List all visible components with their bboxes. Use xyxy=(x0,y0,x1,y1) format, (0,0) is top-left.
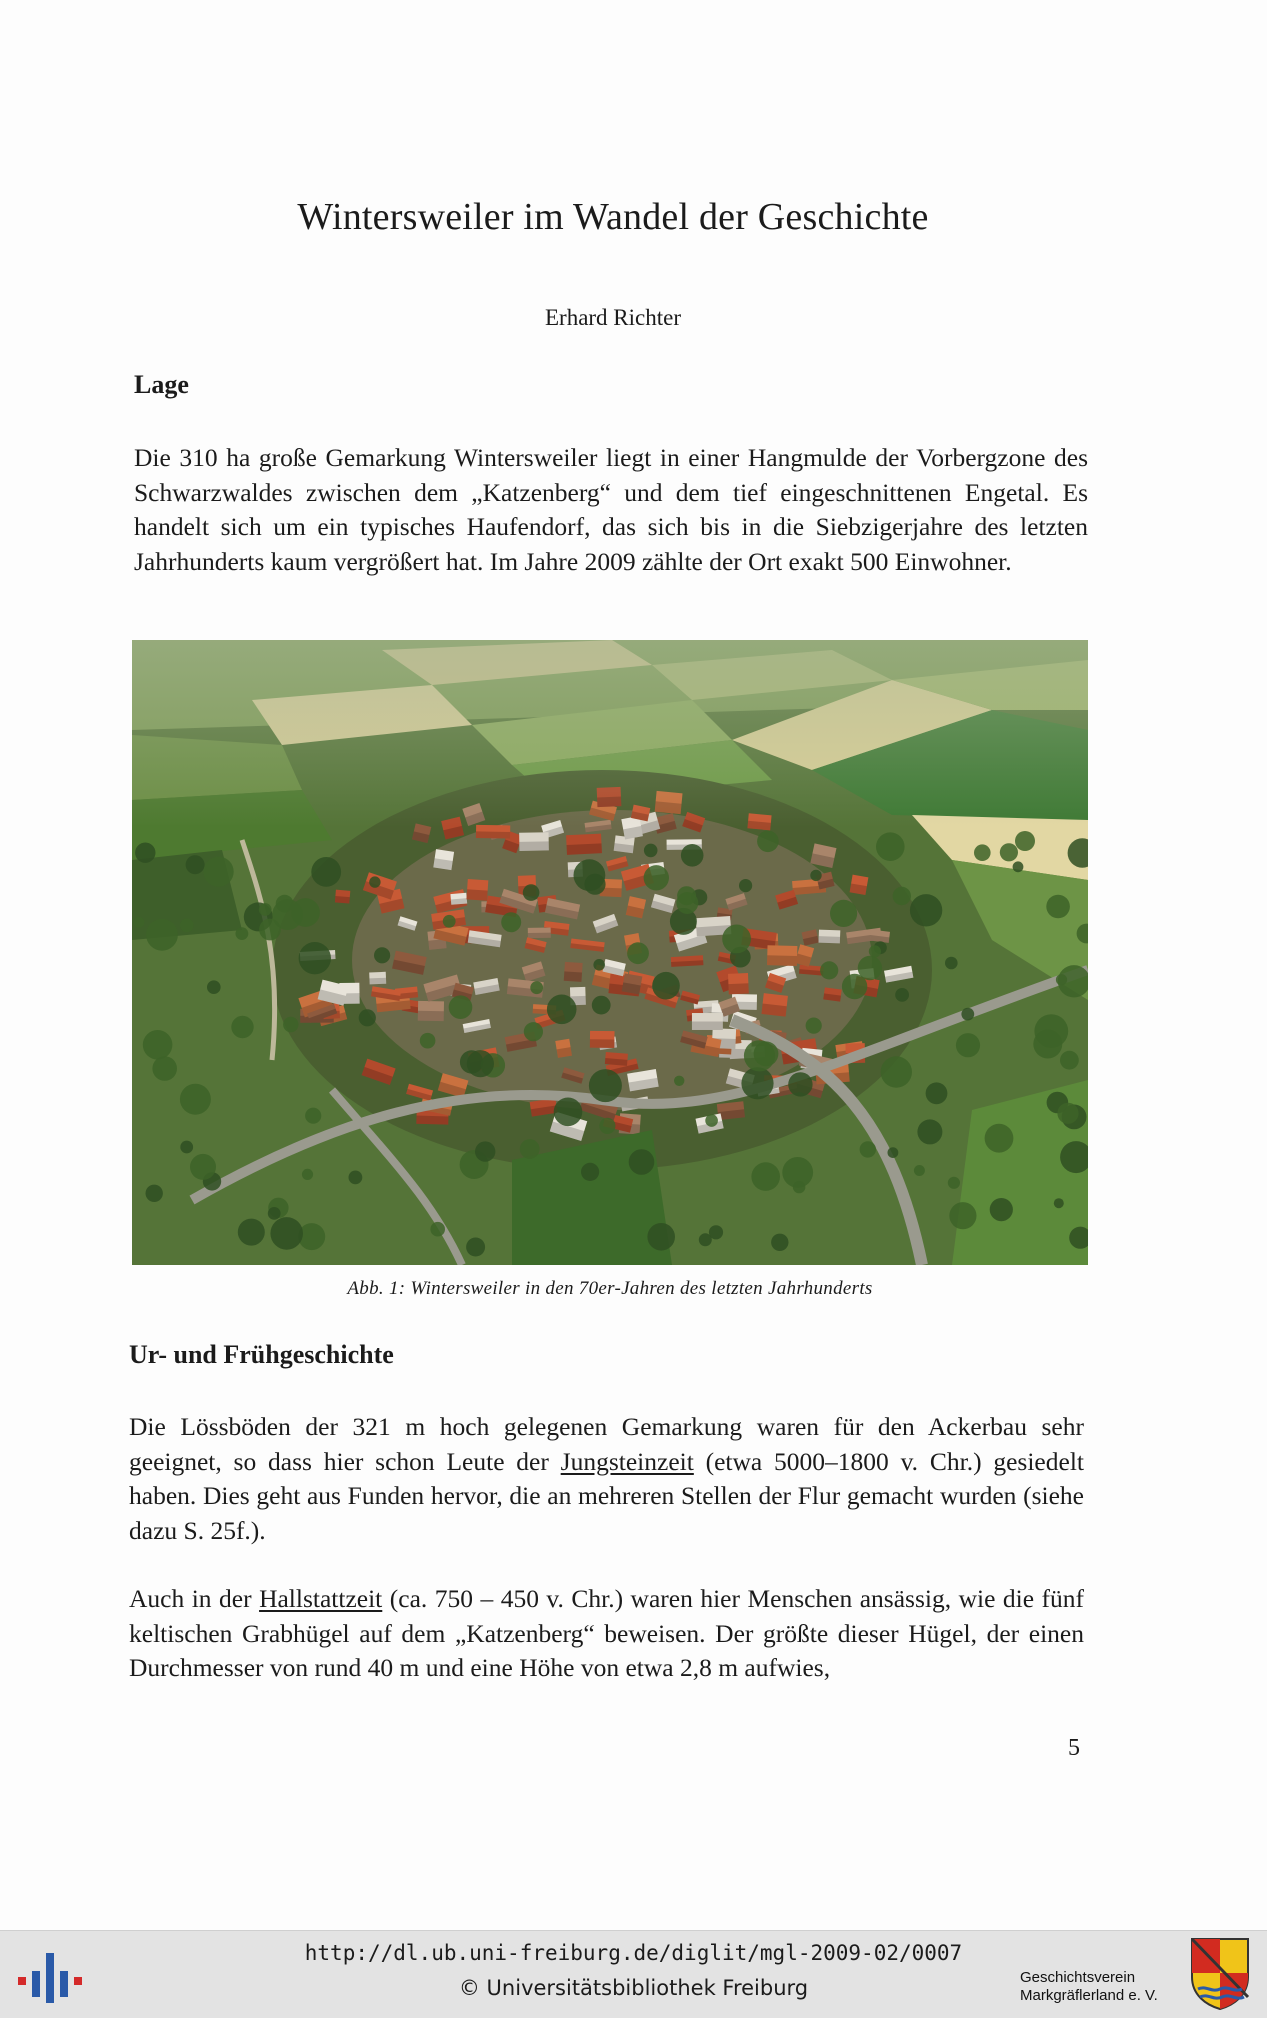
section-heading-urgeschichte: Ur- und Frühgeschichte xyxy=(129,1340,394,1369)
figure-caption: Abb. 1: Wintersweiler in den 70er-Jahren des letzten Jahrhunderts xyxy=(347,1278,873,1299)
link-hallstattzeit[interactable]: Hallstattzeit xyxy=(259,1584,383,1613)
coat-of-arms-icon xyxy=(1190,1937,1250,2011)
page-number: 5 xyxy=(1068,1735,1080,1761)
link-jungsteinzeit[interactable]: Jungsteinzeit xyxy=(560,1446,694,1476)
text-span: Die Lössböden der 321 m hoch gelegenen Gemarkung waren für den Ackerbau sehr geeignet, so dass hier schon Leute der xyxy=(129,1412,1084,1476)
society-name xyxy=(1020,1969,1158,2005)
article-author: Erhard Richter xyxy=(544,305,682,330)
footer-url-link[interactable]: http://dl.ub.uni-freiburg.de/diglit/mgl-2009-02/0007 xyxy=(304,1941,963,1965)
paragraph-urgeschichte-2 xyxy=(129,1582,1084,1686)
article-title: Wintersweiler im Wandel der Geschichte xyxy=(297,196,929,238)
footer-bar xyxy=(0,1930,1267,2018)
text-span: Auch in der xyxy=(129,1584,260,1613)
paragraph-urgeschichte-1 xyxy=(129,1410,1084,1548)
section-heading-lage: Lage xyxy=(134,370,189,399)
text-span: (etwa 5000–1800 v. Chr.) gesiedelt haben. Dies geht aus Funden hervor, die an mehreren Stellen der Flur gemacht wurden (siehe dazu S. 25f.). xyxy=(129,1446,1084,1545)
paragraph-lage: Die 310 ha große Gemarkung Wintersweiler liegt in einer Hangmulde der Vorbergzone des Schwarzwaldes zwischen dem „Katzenberg“ und dem tief eingeschnittenen Engetal. Es handelt sich um ein typisches Haufendorf, das sich bis in die Siebzigerjahre des letzten Jahrhunderts kaum vergrößert hat. Im Jahre 2009 zählte der Ort exakt 500 Einwohner. xyxy=(134,443,1088,576)
footer-copyright: © Universitätsbibliothek Freiburg xyxy=(458,1976,809,2000)
society-line-1: Geschichtsverein xyxy=(1020,1969,1136,1986)
society-line-2: Markgräflerland e. V. xyxy=(1020,1987,1158,2004)
aerial-photo-wintersweiler xyxy=(132,640,1088,1265)
text-span: (ca. 750 – 450 v. Chr.) waren hier Menschen ansässig, wie die fünf keltischen Grabhügel auf dem „Katzenberg“ beweisen. Der größte dieser Hügel, der einen Durchmesser von rund 40 m und eine Höhe von etwa 2,8 m aufwies, xyxy=(129,1584,1084,1682)
